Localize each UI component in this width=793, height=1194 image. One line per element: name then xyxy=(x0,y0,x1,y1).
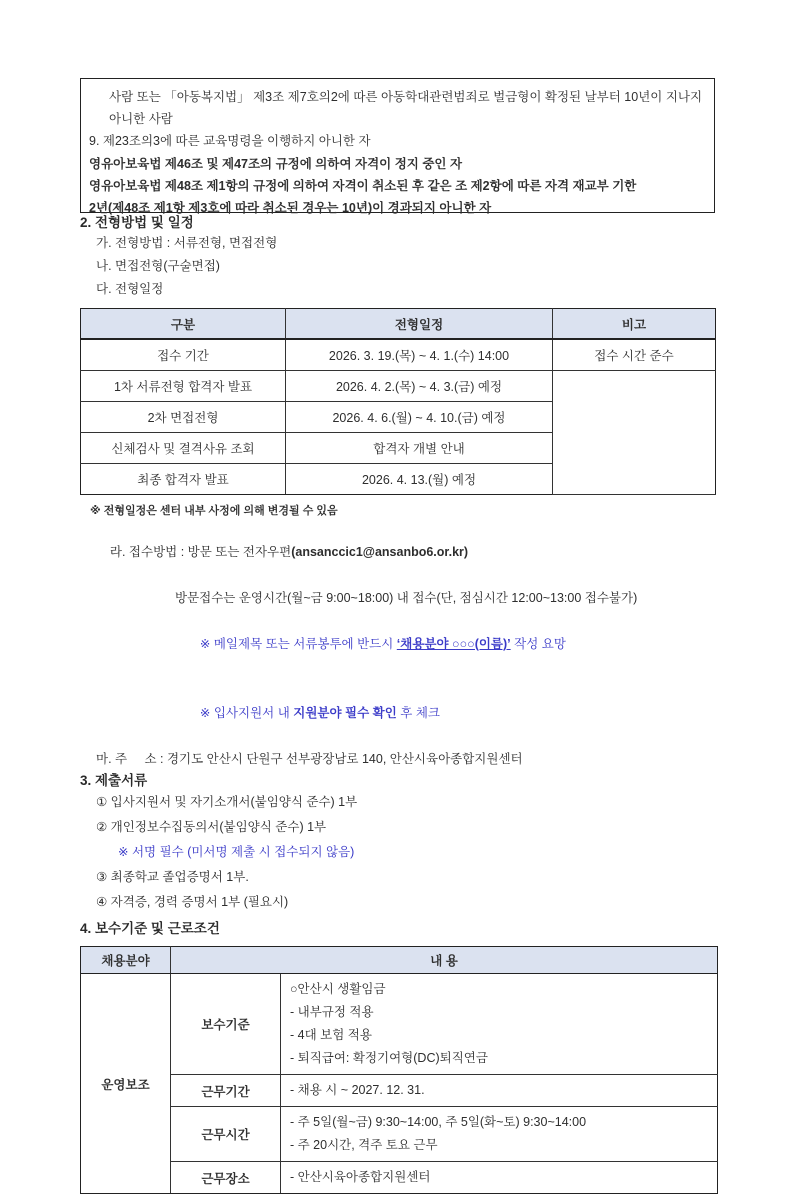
row-label: 근무장소 xyxy=(171,1162,281,1194)
content-line: - 주 5일(월~금) 9:30~14:00, 주 5일(화~토) 9:30~14:00 xyxy=(290,1115,587,1129)
signature-required-note: ※ 서명 필수 (미서명 제출 시 접수되지 않음) xyxy=(118,845,355,859)
row-schedule: 2026. 3. 19.(목) ~ 4. 1.(수) 14:00 xyxy=(286,339,553,371)
section-2-item-schedule: 다. 전형일정 xyxy=(96,282,164,296)
schedule-table-header-row xyxy=(81,309,716,340)
section-2-item-interview: 나. 면접전형(구술면접) xyxy=(96,259,220,273)
section-2-item-address: 마. 주 소 : 경기도 안산시 단원구 선부광장남로 140, 안산시육아종합지원센터 xyxy=(96,752,523,766)
check-note-suffix: 후 체크 xyxy=(396,706,440,720)
notice-line: 영유아보육법 제48조 제1항의 규정에 의하여 자격이 취소된 후 같은 조 제2항에 따른 자격 재교부 기한 xyxy=(89,178,637,193)
apply-email: (ansanccic1@ansanbo6.or.kr) xyxy=(291,545,469,559)
submit-doc-item: ② 개인정보수집동의서(붙임양식 준수) 1부 xyxy=(96,820,327,834)
submit-doc-item: ③ 최종학교 졸업증명서 1부. xyxy=(96,870,249,884)
notice-line: 9. 제23조의3에 따른 교육명령을 이행하지 아니한 자 xyxy=(89,134,371,149)
row-schedule: 2026. 4. 6.(월) ~ 4. 10.(금) 예정 xyxy=(286,402,553,433)
row-schedule: 합격자 개별 안내 xyxy=(286,433,553,464)
notice-line: 2년(제48조 제1항 제3호에 따라 취소된 경우는 10년)이 경과되지 아니한 자 xyxy=(89,201,492,216)
work-table-header-row xyxy=(81,947,718,974)
submit-doc-item: ① 입사지원서 및 자기소개서(붙임양식 준수) 1부 xyxy=(96,795,358,809)
apply-method-text: 라. 접수방법 : 방문 또는 전자우편 xyxy=(109,545,292,559)
table-row xyxy=(81,1107,718,1162)
table-row xyxy=(81,371,716,402)
row-label: 2차 면접전형 xyxy=(81,402,286,433)
row-label: 보수기준 xyxy=(171,974,281,1075)
table-row xyxy=(81,1162,718,1194)
mail-note-prefix: ※ 메일제목 또는 서류봉투에 반드시 xyxy=(199,637,397,651)
schedule-change-note: ※ 전형일정은 센터 내부 사정에 의해 변경될 수 있음 xyxy=(90,505,338,517)
section-2-item-apply-method xyxy=(80,518,715,587)
application-check-note xyxy=(80,679,715,748)
mail-note-suffix: 작성 요망 xyxy=(510,637,566,651)
content-line: - 안산시육아종합지원센터 xyxy=(290,1170,431,1184)
row-schedule: 2026. 4. 13.(월) 예정 xyxy=(286,464,553,495)
work-conditions-table xyxy=(80,946,718,1194)
check-note-highlight: 지원분야 필수 확인 xyxy=(293,706,397,720)
notice-line: 사람 또는 「아동복지법」 제3조 제7호의2에 따른 아동학대관련범죄로 벌금형이 확정된 날부터 10년이 지나지 xyxy=(109,90,703,104)
row-content xyxy=(281,1107,718,1162)
row-remark-merged xyxy=(553,371,716,495)
mail-note-highlight: ‘채용분야 ○○○(이름)’ xyxy=(396,637,511,651)
content-line: - 내부규정 적용 xyxy=(290,1005,374,1019)
section-2-item-method: 가. 전형방법 : 서류전형, 면접전형 xyxy=(96,236,278,250)
notice-line: 영유아보육법 제46조 및 제47조의 규정에 의하여 자격이 정지 중인 자 xyxy=(89,156,463,171)
notice-line: 아니한 사람 xyxy=(109,112,173,127)
row-label: 신체검사 및 결격사유 조회 xyxy=(81,433,286,464)
row-label: 근무시간 xyxy=(171,1107,281,1162)
disqualification-notice-box xyxy=(80,78,715,216)
row-remark: 접수 시간 준수 xyxy=(553,339,716,371)
schedule-header-remark: 비고 xyxy=(553,309,716,340)
job-field-cell: 운영보조 xyxy=(81,974,171,1194)
work-header-content: 내 용 xyxy=(171,947,718,974)
submit-doc-item: ④ 자격증, 경력 증명서 1부 (필요시) xyxy=(96,895,289,909)
row-content xyxy=(281,1075,718,1107)
row-label: 최종 합격자 발표 xyxy=(81,464,286,495)
row-label: 근무기간 xyxy=(171,1075,281,1107)
row-content xyxy=(281,1162,718,1194)
content-line: - 주 20시간, 격주 토요 근무 xyxy=(290,1138,438,1152)
content-line: ○안산시 생활임금 xyxy=(290,982,386,996)
content-line: - 채용 시 ~ 2027. 12. 31. xyxy=(290,1083,425,1097)
schedule-header-category: 구분 xyxy=(81,309,286,340)
schedule-header-dates: 전형일정 xyxy=(286,309,553,340)
table-row xyxy=(81,339,716,371)
section-3-title: 3. 제출서류 xyxy=(80,773,148,788)
schedule-table xyxy=(80,308,716,495)
content-line: - 퇴직급여: 확정기여형(DC)퇴직연금 xyxy=(290,1051,488,1065)
row-label: 접수 기간 xyxy=(81,339,286,371)
row-content xyxy=(281,974,718,1075)
section-2-title: 2. 전형방법 및 일정 xyxy=(80,215,194,230)
section-4-title: 4. 보수기준 및 근로조건 xyxy=(80,921,220,936)
work-header-field: 채용분야 xyxy=(81,947,171,974)
mail-subject-note xyxy=(80,610,715,679)
table-row xyxy=(81,974,718,1075)
content-line: - 4대 보험 적용 xyxy=(290,1028,372,1042)
table-row xyxy=(81,1075,718,1107)
row-label: 1차 서류전형 합격자 발표 xyxy=(81,371,286,402)
check-note-prefix: ※ 입사지원서 내 xyxy=(199,706,294,720)
row-schedule: 2026. 4. 2.(목) ~ 4. 3.(금) 예정 xyxy=(286,371,553,402)
visit-hours-line: 방문접수는 운영시간(월~금 9:00~18:00) 내 접수(단, 점심시간 12:00~13:00 접수불가) xyxy=(175,591,638,605)
